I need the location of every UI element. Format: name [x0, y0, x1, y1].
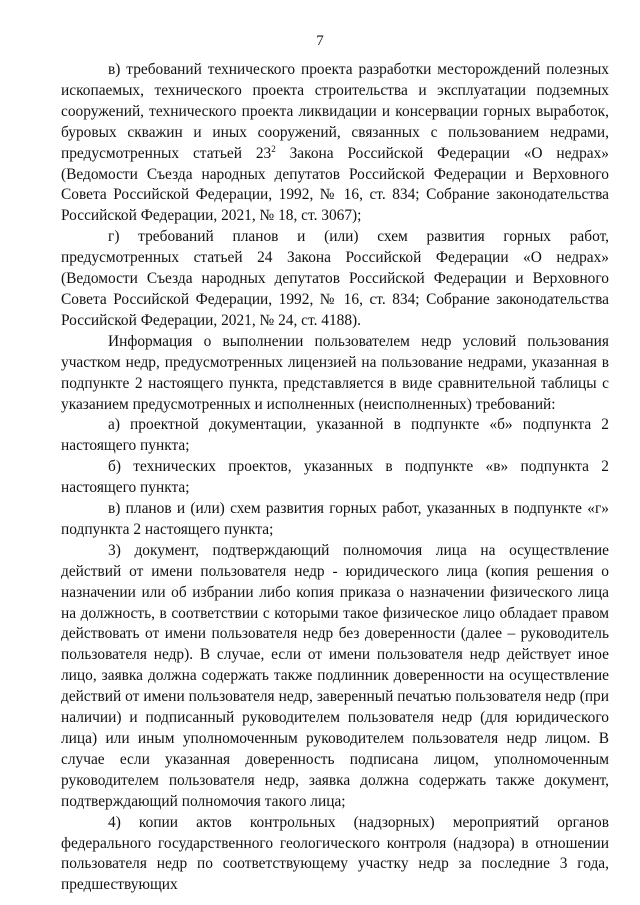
- paragraph-information: Информация о выполнении пользователем недр условий пользования участком недр, предусмотренных лицензией на пользование недрами, указанная в подпункте 2 настоящего пункта, представляется в виде сравнительной таблицы с указанием предусмотренных и исполненных (неисполненных) требований:: [61, 332, 609, 413]
- page-number: 7: [316, 33, 324, 49]
- paragraph-3-authority-document: 3) документ, подтверждающий полномочия лица на осуществление действий от имени пользователя недр - юридического лица (копия решения о назначении или об избрании либо копия приказа о назначении физического лица на должность, в соответствии с которыми такое физическое лицо обладает правом действовать от имени пользователя недр без доверенности (далее – руководитель пользователя недр). В случае, если от имени пользователя недр действует иное лицо, заявка должна содержать также подлинник доверенности на осуществление действий от имени пользователя недр, заверенный печатью пользователя недр (при наличии) и подписанный руководителем пользователя недр (для юридического лица) или иным уполномоченным руководителем пользователя недр лицом. В случае если указанная доверенность подписана лицом, уполномоченным руководителем пользователя недр, заявка должна содержать также документ, подтверждающий полномочия такого лица;: [61, 541, 609, 810]
- paragraph-4-inspection-acts: 4) копии актов контрольных (надзорных) мероприятий органов федерального государственного геологического контроля (надзора) в отношении пользователя недр по соответствующему участку недр за последние 3 года, предшествующих: [61, 813, 609, 894]
- paragraph-g-mining-plans: г) требований планов и (или) схем развития горных работ, предусмотренных статьей 24 Закона Российской Федерации «О недрах» (Ведомости Съезда народных депутатов Российской Федерации и Верховного Совета Российской Федерации, 1992, № 16, ст. 834; Собрание законодательства Российской Федерации, 2021, № 24, ст. 4188).: [61, 228, 609, 329]
- superscript: 2: [271, 143, 276, 154]
- paragraph-text: в) требований технического проекта разработки месторождений полезных ископаемых, технического проекта строительства и эксплуатации подземных сооружений, технического проекта ликвидации и консервации горных выработок, буровых скважин и иных сооружений, связанных с пользованием недрами, предусмотренных статьей 23: [61, 61, 609, 162]
- paragraph-b-technical-projects: б) технических проектов, указанных в подпункте «в» подпункта 2 настоящего пункта;: [61, 458, 609, 497]
- document-body: [61, 60, 609, 896]
- paragraph-v-technical-projects: [61, 60, 609, 227]
- paragraph-a-project-docs: а) проектной документации, указанной в подпункте «б» подпункта 2 настоящего пункта;: [61, 416, 609, 455]
- paragraph-v-mining-plans: в) планов и (или) схем развития горных работ, указанных в подпункте «г» подпункта 2 настоящего пункта;: [61, 500, 609, 538]
- paragraph-text-tail: Закона Российской Федерации «О недрах» (Ведомости Съезда народных депутатов Российской Федерации и Верховного Совета Российской Федерации, 1992, № 16, ст. 834; Собрание законодательства Российской Федерации, 2021, № 18, ст. 3067);: [61, 144, 609, 225]
